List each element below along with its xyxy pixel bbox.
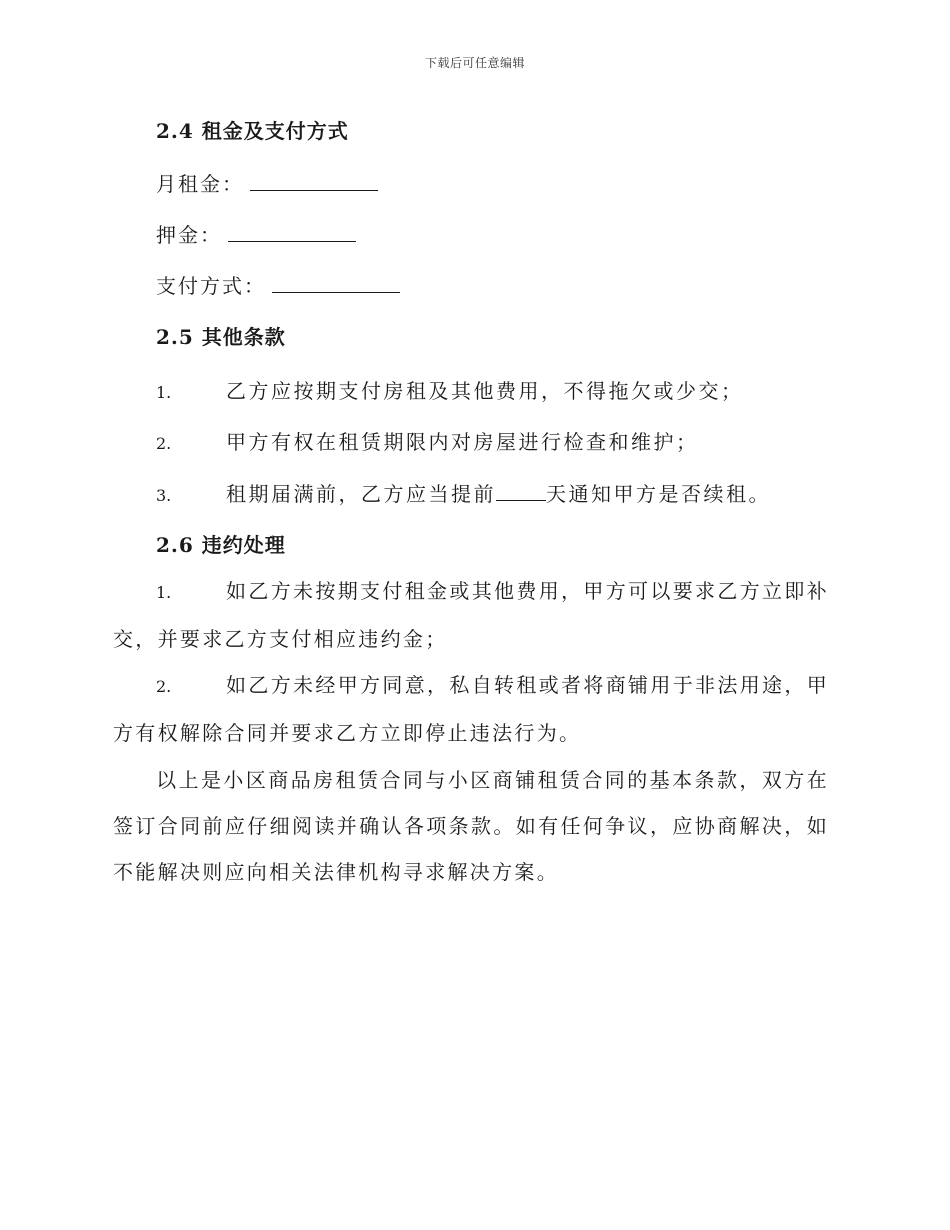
conclusion-paragraph xyxy=(113,757,829,895)
breach-clause-1 xyxy=(113,568,829,662)
list-item xyxy=(156,426,699,455)
list-item-number: 1. xyxy=(156,383,172,402)
deposit-label: 押金： xyxy=(156,223,222,247)
list-item-text: 乙方应按期支付房租及其他费用，不得拖欠或少交； xyxy=(226,379,744,403)
monthly-rent-field xyxy=(156,168,378,197)
breach-clause-2 xyxy=(113,662,829,756)
list-item xyxy=(156,478,771,507)
deposit-field xyxy=(156,219,356,248)
breach-clause-text: 如乙方未经甲方同意，私自转租或者将商铺用于非法用途，甲方有权解除合同并要求乙方立即停止违法行为。 xyxy=(113,673,829,745)
section-heading-2-6: 2.6 违约处理 xyxy=(156,533,286,557)
days-blank xyxy=(496,482,546,501)
payment-method-blank xyxy=(272,272,400,293)
section-heading-2-4: 2.4 租金及支付方式 xyxy=(156,119,349,143)
deposit-blank xyxy=(228,221,356,242)
monthly-rent-blank xyxy=(250,170,378,191)
monthly-rent-label: 月租金： xyxy=(156,172,244,196)
breach-clause-text: 如乙方未按期支付租金或其他费用，甲方可以要求乙方立即补交，并要求乙方支付相应违约金； xyxy=(113,579,829,651)
list-item-number: 2. xyxy=(156,434,172,453)
payment-method-label: 支付方式： xyxy=(156,274,266,298)
list-item-text-before: 租期届满前，乙方应当提前 xyxy=(226,482,496,506)
payment-method-field xyxy=(156,270,400,299)
list-item xyxy=(156,375,744,404)
conclusion-text: 以上是小区商品房租赁合同与小区商铺租赁合同的基本条款，双方在签订合同前应仔细阅读并确认各项条款。如有任何争议，应协商解决，如不能解决则应向相关法律机构寻求解决方案。 xyxy=(113,768,829,884)
header-note: 下载后可任意编辑 xyxy=(424,56,525,70)
section-heading-2-5: 2.5 其他条款 xyxy=(156,325,286,349)
list-item-number: 3. xyxy=(156,486,172,505)
list-item-text: 甲方有权在租赁期限内对房屋进行检查和维护； xyxy=(226,430,699,454)
list-item-number: 1. xyxy=(156,583,172,602)
list-item-text-after: 天通知甲方是否续租。 xyxy=(546,482,771,506)
list-item-number: 2. xyxy=(156,677,172,696)
